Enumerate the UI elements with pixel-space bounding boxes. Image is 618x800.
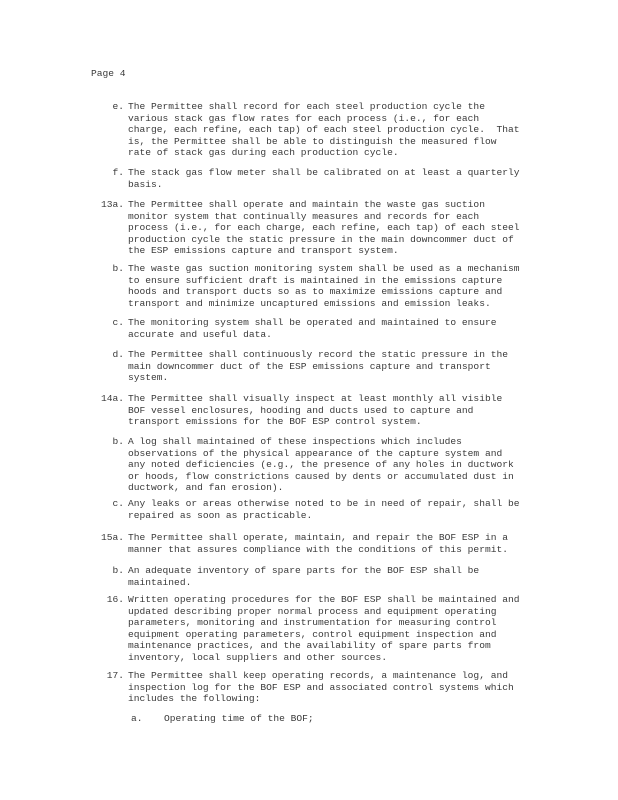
text-line: A log shall maintained of these inspections which includes (128, 436, 462, 447)
condition-label: b. (112, 263, 124, 274)
condition-text (128, 349, 548, 384)
condition-text (128, 498, 548, 521)
text-line: maintenance practices, and the availability of spare parts from (128, 640, 491, 652)
condition-label: b. (112, 436, 124, 447)
text-line: production cycle the static pressure in the main downcommer duct of (128, 233, 514, 245)
condition-text (128, 101, 548, 159)
text-line: various stack gas flow rates for each process (i.e., for each (128, 112, 480, 124)
text-line: monitor system that continually measures and records for each (128, 210, 480, 222)
text-line: The Permittee shall continuously record the static pressure in the (128, 349, 508, 360)
text-line: inspection log for the BOF ESP and associated control systems which (128, 681, 514, 693)
condition-label: c. (112, 498, 124, 509)
condition-label: d. (112, 349, 124, 360)
text-line: updated describing proper normal process and equipment operating (128, 605, 497, 617)
condition-text (128, 393, 548, 428)
text-line: The stack gas flow meter shall be calibrated on at least a quarterly (128, 167, 520, 178)
text-line: accurate and useful data. (128, 328, 272, 340)
text-line: to ensure sufficient draft is maintained in the emissions capture (128, 274, 503, 286)
condition-text (128, 670, 548, 705)
text-line: The Permittee shall visually inspect at least monthly all visible (128, 393, 503, 404)
text-line: repaired as soon as practicable. (128, 509, 313, 521)
text-line: transport and minimize uncaptured emissions and emission leaks. (128, 297, 491, 309)
text-line: hoods and transport ducts so as to maximize emissions capture and (128, 286, 503, 298)
text-line: includes the following: (128, 693, 261, 705)
text-line: The Permittee shall record for each steel production cycle the (128, 101, 485, 112)
text-line: equipment operating parameters, control equipment inspection and (128, 628, 497, 640)
text-line: maintained. (128, 576, 192, 588)
condition-text (128, 594, 548, 664)
text-line: main downcommer duct of the ESP emissions capture and transport (128, 360, 491, 372)
text-line: The Permittee shall operate and maintain the waste gas suction (128, 199, 485, 210)
page-number: Page 4 (91, 68, 126, 79)
text-line: the ESP emissions capture and transport system. (128, 245, 399, 257)
condition-label: 17. (106, 670, 124, 681)
text-line: The waste gas suction monitoring system shall be used as a mechanism (128, 263, 520, 274)
condition-text (128, 436, 548, 494)
text-line: An adequate inventory of spare parts for the BOF ESP shall be (128, 565, 480, 576)
sub-condition-text: Operating time of the BOF; (164, 713, 314, 724)
text-line: Written operating procedures for the BOF ESP shall be maintained and (128, 594, 520, 605)
text-line: process (i.e., for each charge, each refine, each tap) of each steel (128, 222, 520, 234)
text-line: The Permittee shall operate, maintain, and repair the BOF ESP in a (128, 532, 508, 543)
condition-text (128, 565, 548, 588)
text-line: or hoods, flow constrictions caused by dents or accumulated dust in (128, 470, 514, 482)
text-line: BOF vessel enclosures, hooding and ducts used to capture and (128, 404, 474, 416)
sub-condition-label: a. (131, 713, 143, 724)
condition-label: 14a. (100, 393, 124, 404)
text-line: transport emissions for the BOF ESP control system. (128, 416, 422, 428)
condition-label: 16. (106, 594, 124, 605)
condition-text (128, 317, 548, 340)
text-line: basis. (128, 178, 163, 190)
condition-label: c. (112, 317, 124, 328)
condition-label: 13a. (100, 199, 124, 210)
condition-text (128, 532, 548, 555)
text-line: The monitoring system shall be operated and maintained to ensure (128, 317, 497, 328)
text-line: Any leaks or areas otherwise noted to be in need of repair, shall be (128, 498, 520, 509)
text-line: manner that assures compliance with the conditions of this permit. (128, 543, 508, 555)
text-line: charge, each refine, each tap) of each steel production cycle. That (128, 124, 520, 136)
text-line: system. (128, 372, 169, 384)
text-line: The Permittee shall keep operating records, a maintenance log, and (128, 670, 508, 681)
text-line: is, the Permittee shall be able to distinguish the measured flow (128, 135, 497, 147)
condition-text (128, 199, 548, 257)
condition-label: b. (112, 565, 124, 576)
condition-label: 15a. (100, 532, 124, 543)
text-line: any noted deficiencies (e.g., the presence of any holes in ductwork (128, 459, 514, 471)
condition-text (128, 263, 548, 309)
condition-text (128, 167, 548, 190)
condition-label: e. (112, 101, 124, 112)
text-line: inventory, local suppliers and other sources. (128, 651, 388, 663)
condition-label: f. (112, 167, 124, 178)
text-line: parameters, monitoring and instrumentation for measuring control (128, 617, 497, 629)
text-line: rate of stack gas during each production cycle. (128, 147, 399, 159)
text-line: ductwork, and fan erosion). (128, 482, 284, 494)
text-line: observations of the physical appearance of the capture system and (128, 447, 503, 459)
